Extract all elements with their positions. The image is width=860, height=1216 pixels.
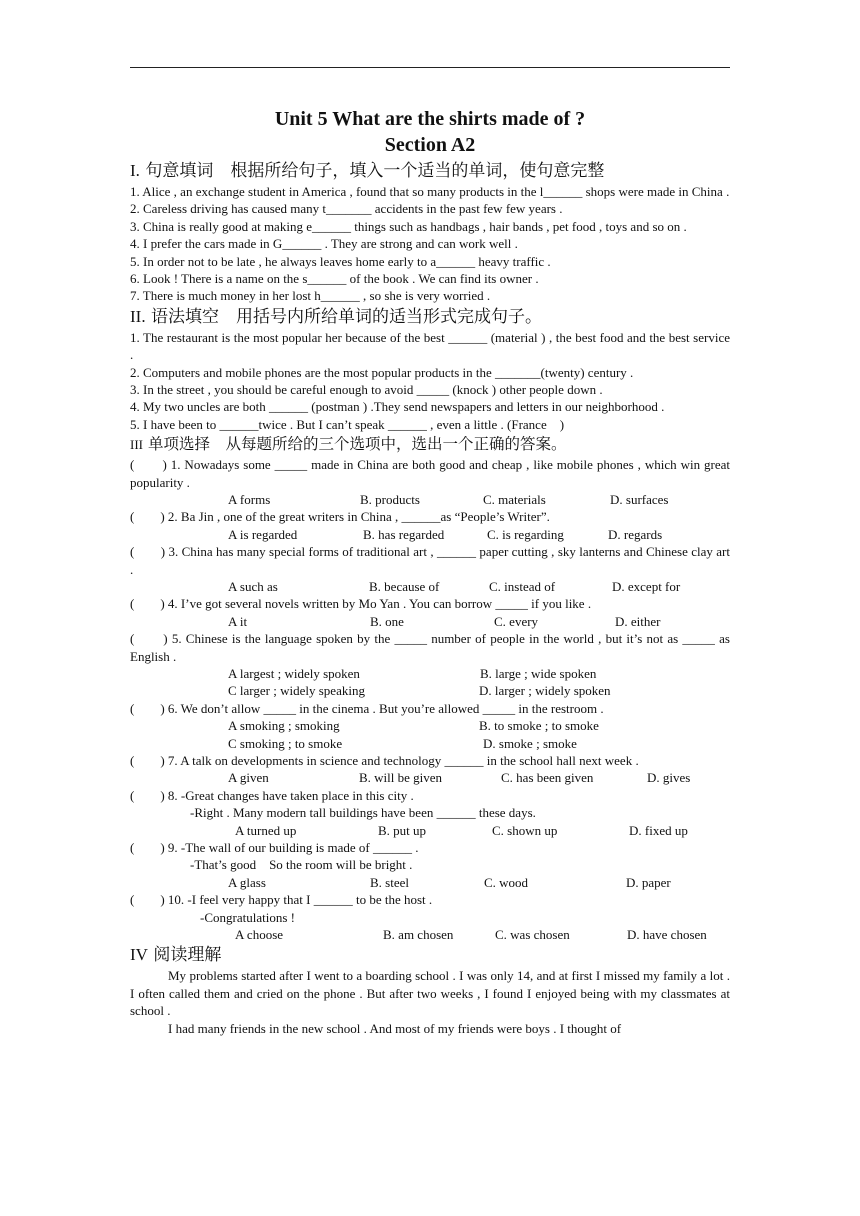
option-a: A given <box>228 770 269 786</box>
s1-item-6: 6. Look ! There is a name on the s______ of the book . We can find its owner . <box>130 271 539 287</box>
option-a: A such as <box>228 579 278 595</box>
option-d: D. larger ; widely spoken <box>479 683 611 699</box>
option-c: C. shown up <box>492 822 558 838</box>
mc-options-7 <box>130 769 730 786</box>
mc-options-5a <box>130 665 730 682</box>
s2-item-5: 5. I have been to ______twice . But I can’t speak ______ , even a little . (France ) <box>130 416 565 432</box>
reading-paragraph-1: My problems started after I went to a boarding school . I was only 14, and at first I missed my family a lot . I often called them and cried on the phone . But after two weeks , I found I enjoyed being with my classmates at school . <box>130 968 730 1019</box>
mc-options-2 <box>130 526 730 543</box>
option-a: A smoking ; smoking <box>228 718 340 734</box>
option-c: C. every <box>494 613 539 629</box>
option-a: A choose <box>235 927 284 943</box>
mc-options-5b <box>130 682 730 699</box>
option-a: A is regarded <box>228 526 298 542</box>
mc-question-9: ( ) 9. -The wall of our building is made of ______ . <box>130 840 419 856</box>
option-d: D. either <box>615 613 661 629</box>
option-b: B. am chosen <box>383 927 454 943</box>
s1-item-5: 5. In order not to be late , he always leaves home early to a______ heavy traffic . <box>130 253 551 269</box>
s1-item-3: 3. China is really good at making e______ things such as handbags , hair bands , pet food , toys and so on . <box>130 218 687 234</box>
option-b: B. to smoke ; to smoke <box>479 718 599 734</box>
option-a: A it <box>228 613 248 629</box>
option-c: C. instead of <box>489 579 556 595</box>
mc-options-4 <box>130 613 730 630</box>
mc-options-1 <box>130 491 730 508</box>
option-d: D. paper <box>626 874 671 890</box>
s2-item-3: 3. In the street , you should be careful enough to avoid _____ (knock ) other people down . <box>130 382 603 398</box>
option-c: C smoking ; to smoke <box>228 735 343 751</box>
option-d: D. have chosen <box>627 927 707 943</box>
mc-question-4: ( ) 4. I’ve got several novels written by Mo Yan . You can borrow _____ if you like . <box>130 596 592 612</box>
mc-options-10 <box>130 926 730 943</box>
option-c: C larger ; widely speaking <box>228 683 365 699</box>
option-b: B. because of <box>369 579 440 595</box>
option-b: B. will be given <box>359 770 443 786</box>
mc-options-3 <box>130 578 730 595</box>
option-a: A turned up <box>235 822 297 838</box>
option-c: C. materials <box>483 492 546 508</box>
page-subtitle: Section A2 <box>384 134 476 156</box>
header-rule <box>130 67 730 68</box>
mc-question-1: ( ) 1. Nowadays some _____ made in China are both good and cheap , like mobile phones , which win great popularity . <box>130 457 730 490</box>
reading-paragraph-2: I had many friends in the new school . And most of my friends were boys . I thought of <box>168 1020 622 1036</box>
s1-item-2: 2. Careless driving has caused many t_______ accidents in the past few few years . <box>130 201 563 217</box>
option-a: A largest ; widely spoken <box>228 666 360 682</box>
mc-options-6b <box>130 735 730 752</box>
mc-question-7: ( ) 7. A talk on developments in science and technology ______ in the school hall next week . <box>130 753 639 769</box>
option-d: D. except for <box>612 579 681 595</box>
mc-question-10: ( ) 10. -I feel very happy that I ______ to be the host . <box>130 892 433 908</box>
option-a: A glass <box>228 874 266 890</box>
mc-options-6a <box>130 717 730 734</box>
page-title: Unit 5 What are the shirts made of ? <box>274 108 586 130</box>
mc-question-2: ( ) 2. Ba Jin , one of the great writers in China , ______as “People’s Writer”. <box>130 509 550 525</box>
option-d: D. regards <box>608 526 663 542</box>
option-b: B. has regarded <box>363 526 445 542</box>
section-3-heading: III 单项选择 从每题所给的三个选项中，选出一个正确的答案。 <box>130 435 567 454</box>
option-b: B. products <box>360 492 420 508</box>
mc-question-8: ( ) 8. -Great changes have taken place in this city . <box>130 787 414 803</box>
option-d: D. fixed up <box>629 822 688 838</box>
option-d: D. gives <box>647 770 691 786</box>
s1-item-7: 7. There is much money in her lost h______ , so she is very worried . <box>130 288 491 304</box>
mc-options-8 <box>130 822 730 839</box>
worksheet-content <box>130 159 730 1037</box>
option-c: C. was chosen <box>495 927 570 943</box>
s2-item-1: 1. The restaurant is the most popular her because of the best ______ (material ) , the best food and the best service . <box>130 329 730 363</box>
option-b: B. put up <box>378 822 427 838</box>
mc-question-9-reply: -That’s good So the room will be bright . <box>190 857 413 873</box>
option-b: B. one <box>370 613 404 629</box>
option-c: C. has been given <box>501 770 594 786</box>
s2-item-4: 4. My two uncles are both ______ (postman ) .They send newspapers and letters in our neighborhood . <box>130 399 665 415</box>
mc-question-10-reply: -Congratulations ! <box>200 909 295 925</box>
s2-item-2: 2. Computers and mobile phones are the most popular products in the _______(twenty) century . <box>130 364 634 380</box>
s1-item-1: 1. Alice , an exchange student in America , found that so many products in the l______ shops were made in China . <box>130 184 730 199</box>
s1-item-4: 4. I prefer the cars made in G______ . They are strong and can work well . <box>130 236 518 252</box>
section-1-heading: I. 句意填词 根据所给句子，填入一个适当的单词，使句意完整 <box>130 161 605 181</box>
mc-question-8-reply: -Right . Many modern tall buildings have been ______ these days. <box>190 805 536 821</box>
mc-question-3: ( ) 3. China has many special forms of traditional art , ______ paper cutting , sky lanterns and Chinese clay art . <box>130 544 730 577</box>
mc-options-9 <box>130 874 730 891</box>
option-d: D. smoke ; smoke <box>483 735 577 751</box>
mc-question-6: ( ) 6. We don’t allow _____ in the cinema . But you’re allowed _____ in the restroom . <box>130 700 604 716</box>
option-c: C. is regarding <box>487 526 564 542</box>
title-block <box>130 106 730 158</box>
option-b: B. large ; wide spoken <box>480 666 597 682</box>
section-4-heading: IV 阅读理解 <box>130 945 222 966</box>
mc-question-5: ( ) 5. Chinese is the language spoken by the _____ number of people in the world , but it’s not as _____ as English . <box>130 631 730 664</box>
option-b: B. steel <box>370 874 409 890</box>
option-d: D. surfaces <box>610 492 669 508</box>
option-a: A forms <box>228 492 271 508</box>
section-2-heading: II. 语法填空 用括号内所给单词的适当形式完成句子。 <box>130 306 542 327</box>
option-c: C. wood <box>484 874 529 890</box>
